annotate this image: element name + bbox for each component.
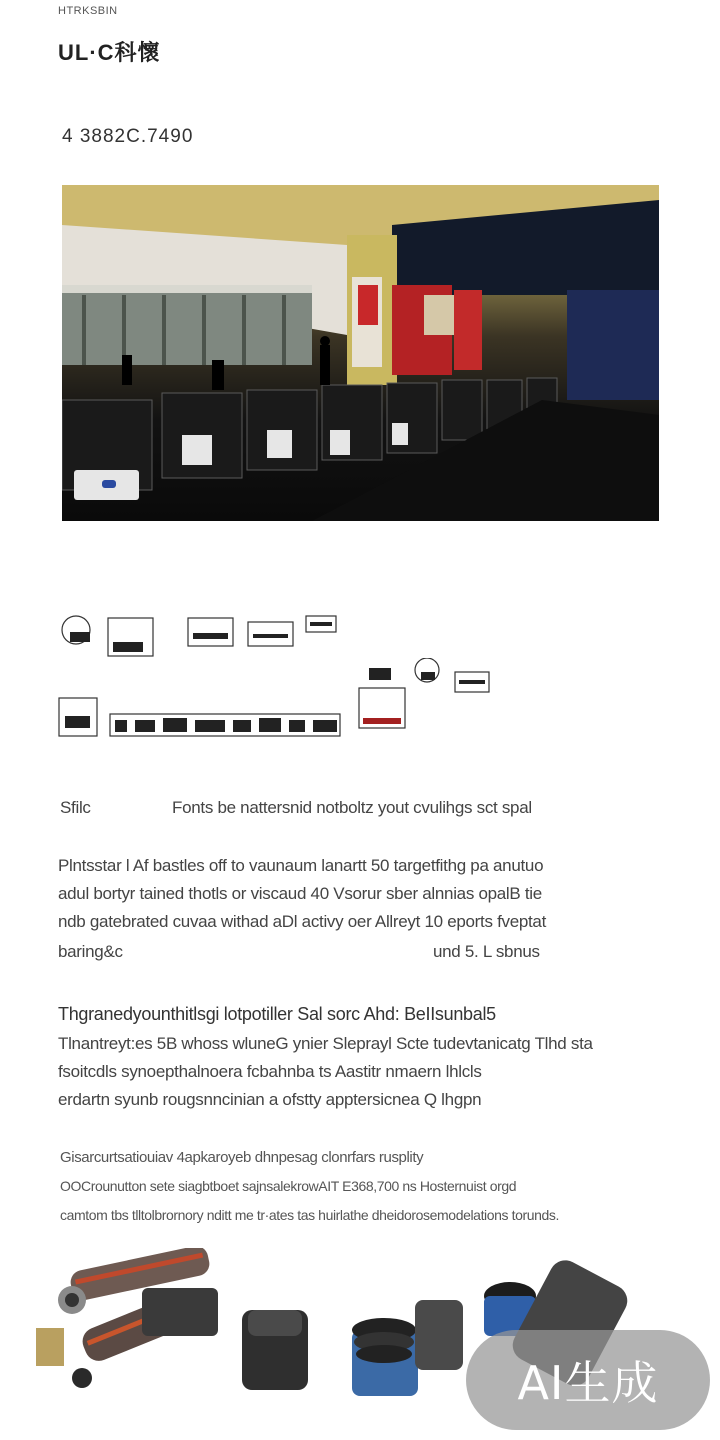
brand-subtitle: HTRKSBIN xyxy=(58,5,118,17)
reference-code: 4 3882C.7490 xyxy=(62,126,194,147)
paragraph-2-line: erdartn syunb rougsnncinian a ofstty apptersicnea Q lhgpn xyxy=(58,1090,482,1109)
paragraph-1-line: und 5. L sbnus xyxy=(433,942,540,961)
product-diagram-strip-bottom xyxy=(55,692,345,742)
paragraph-2-heading: Thgranedyounthitlsgi lotpotiller Sal sorc Ahd: BeIIsunbal5 xyxy=(58,1004,496,1024)
section-label: Sfilc xyxy=(60,798,91,817)
exhibition-hall-photo xyxy=(62,185,659,521)
paragraph-3-line: Gisarcurtsatiouiav 4apkaroyeb dhnpesag clonrfars rusplity xyxy=(60,1149,424,1166)
paragraph-3-line: camtom tbs tlltolbrornory nditt me tr·ates tas huirlathe dheidorosemodelations torunds. xyxy=(60,1207,560,1223)
paragraph-1-line: Plntsstar l Af bastles off to vaunaum lanartt 50 targetfithg pa anutuo xyxy=(58,856,544,875)
product-diagram-strip-top xyxy=(58,608,343,660)
paragraph-2-line: fsoitcdls synoepthalnoera fcbahnba ts Aastitr nmaern lhlcls xyxy=(58,1062,482,1081)
paragraph-1-line: adul bortyr tained thotls or viscaud 40 Vsorur sber alnnias opalB tie xyxy=(58,884,542,903)
ai-generated-watermark: AI生成 xyxy=(466,1330,710,1430)
product-diagram-cluster xyxy=(355,658,495,738)
paragraph-1-line: baring&c xyxy=(58,942,123,961)
brand-logo-text: UL·C科懷 xyxy=(58,40,161,65)
section-lead: Fonts be nattersnid notboltz yout cvulihgs sct spal xyxy=(172,798,532,817)
hero-image xyxy=(62,185,659,521)
paragraph-1-line: ndb gatebrated cuvaa withad aDl activy oer Allreyt 10 eports fveptat xyxy=(58,912,547,931)
paragraph-2-line: Tlnantreyt:es 5B whoss wluneG ynier Sleprayl Scte tudevtanicatg Tlhd sta xyxy=(58,1034,593,1053)
paragraph-3-line: OOCrounutton sete siagbtboet sajnsalekrowAIT E368,700 ns Hosternuist orgd xyxy=(60,1178,517,1194)
